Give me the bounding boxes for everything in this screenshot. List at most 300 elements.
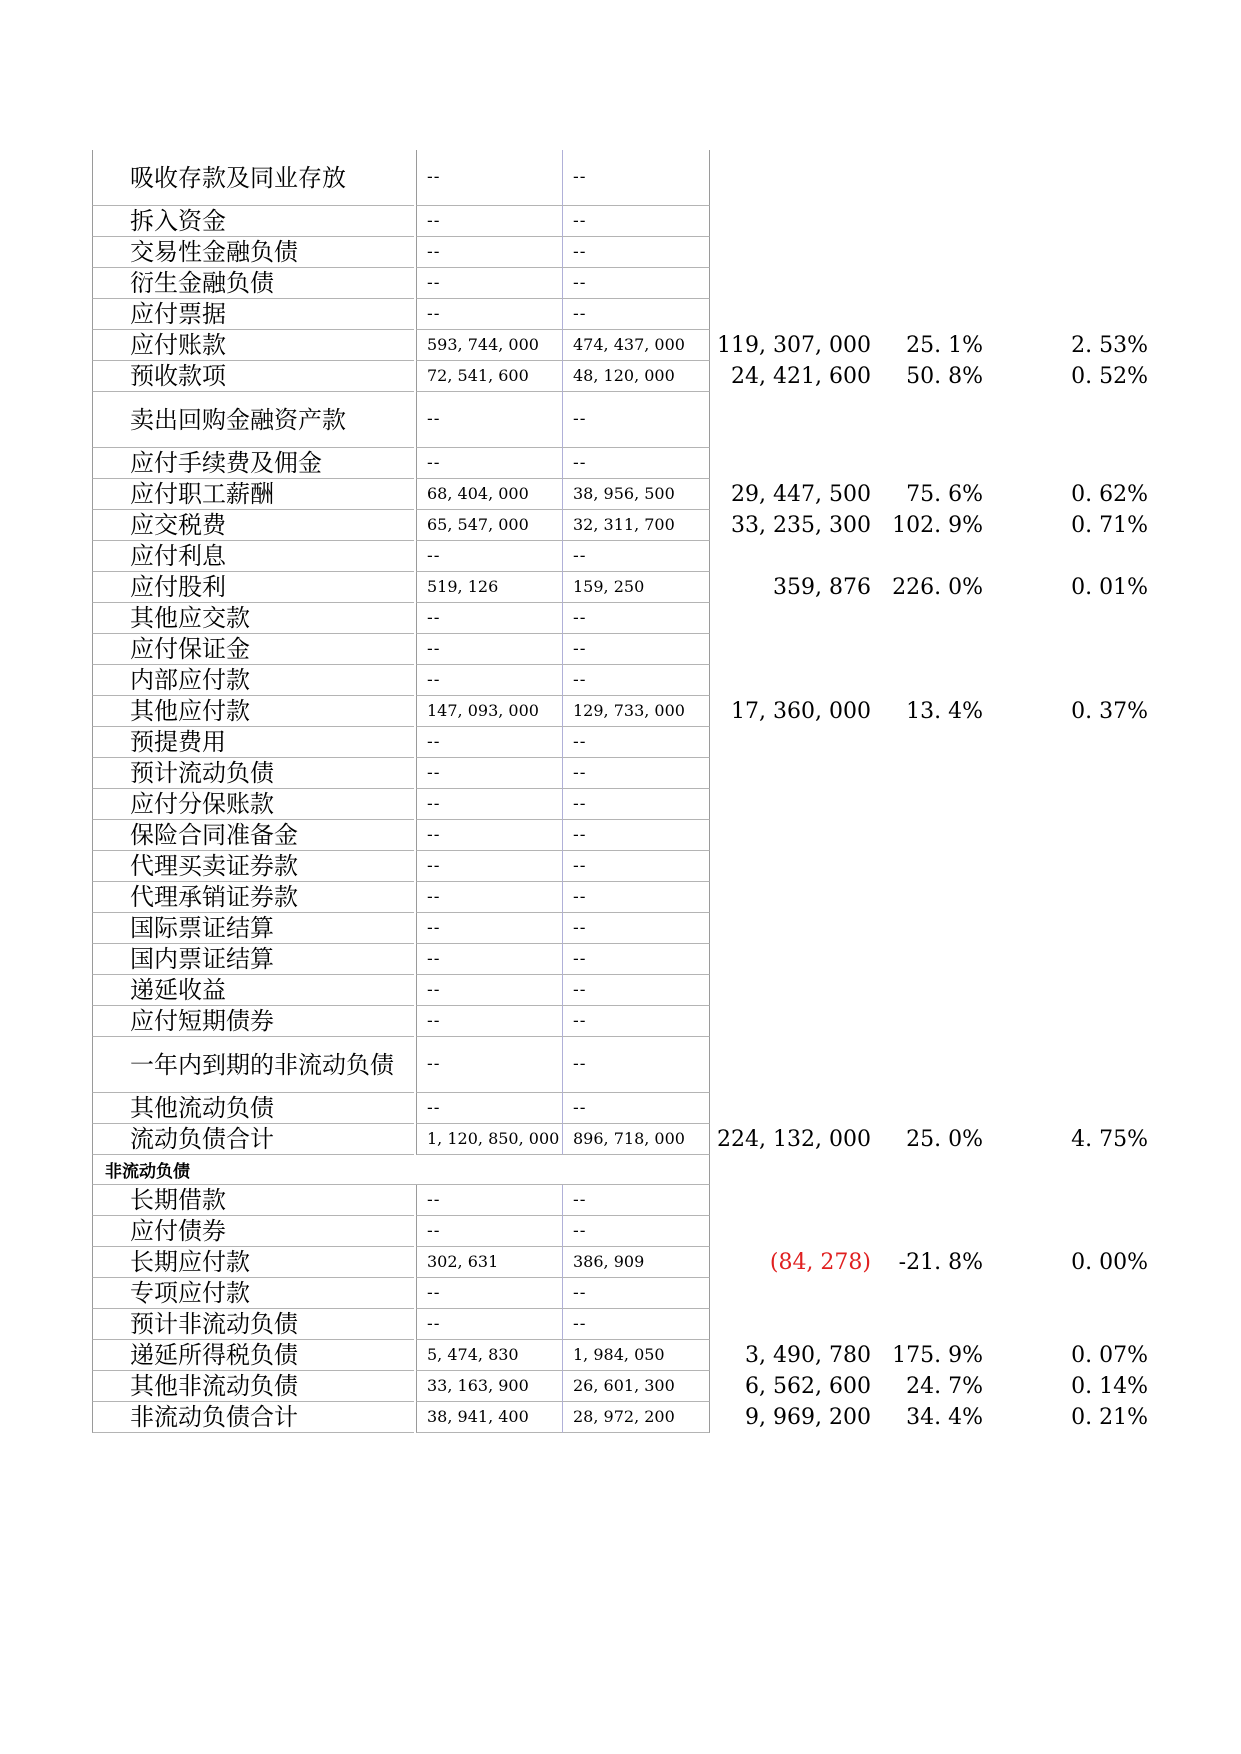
row-label [92,479,414,510]
prior-value-cell [562,572,710,603]
current-value-cell-text: 302, 631 [427,1252,499,1271]
current-value-cell [416,1185,562,1216]
prior-value-cell [562,1371,710,1402]
prior-value-cell [562,299,710,330]
current-value-cell [416,696,562,727]
row-label-text: 其他应交款 [130,604,250,632]
row-label [92,150,414,206]
row-label-text: 应付票据 [130,300,226,328]
table-row [0,727,1241,758]
row-label-text: 预收款项 [130,362,226,390]
row-label [92,1309,414,1340]
section-title: 非流动负债 [105,1162,190,1182]
prior-value-cell-text: -- [573,948,587,969]
current-value-cell [416,1093,562,1124]
row-label [92,330,414,361]
prior-value-cell-text: -- [573,1189,587,1210]
current-value-cell-text: -- [427,1097,441,1118]
table-row [0,1185,1241,1216]
current-value-cell-text: -- [427,948,441,969]
row-label-text: 应付职工薪酬 [130,480,274,508]
prior-value-cell-text: 159, 250 [573,577,645,596]
row-label-text: 应交税费 [130,511,226,539]
table-row [0,268,1241,299]
current-value-cell [416,268,562,299]
current-value-cell [416,510,562,541]
table-row [0,572,1241,603]
table-row [0,634,1241,665]
table-row [0,1247,1241,1278]
prior-value-cell-text: -- [573,607,587,628]
prior-value-cell-text: -- [573,409,587,429]
current-value-cell [416,330,562,361]
prior-value-cell-text: -- [573,452,587,473]
row-label [92,299,414,330]
change-percent: 25. 0% [906,1127,983,1152]
prior-value-cell [562,150,710,206]
row-label [92,1216,414,1247]
current-value-cell [416,541,562,572]
change-percent: 175. 9% [892,1343,983,1368]
row-label-text: 衍生金融负债 [130,269,274,297]
prior-value-cell [562,665,710,696]
row-label-text: 代理承销证券款 [130,883,298,911]
table-row [0,1309,1241,1340]
row-label [92,789,414,820]
current-value-cell-text: -- [427,1010,441,1031]
current-value-cell-text: -- [427,545,441,566]
share-of-total: 0. 14% [1071,1374,1148,1399]
prior-value-cell [562,944,710,975]
prior-value-cell-text: 1, 984, 050 [573,1345,665,1364]
row-label [92,727,414,758]
prior-value-cell [562,913,710,944]
current-value-cell [416,1309,562,1340]
current-value-cell [416,913,562,944]
change-percent: 24. 7% [906,1374,983,1399]
current-value-cell [416,1371,562,1402]
row-label [92,944,414,975]
change-amount: 17, 360, 000 [731,699,871,724]
row-label-text: 卖出回购金融资产款 [130,405,346,434]
prior-value-cell-text: -- [573,1313,587,1334]
prior-value-cell-text: 48, 120, 000 [573,366,675,385]
prior-value-cell [562,603,710,634]
table-row [0,150,1241,206]
prior-value-cell [562,1216,710,1247]
prior-value-cell [562,1006,710,1037]
current-value-cell-text: -- [427,1220,441,1241]
table-row [0,882,1241,913]
prior-value-cell [562,479,710,510]
table-row [0,361,1241,392]
current-value-cell-text: -- [427,167,441,187]
current-value-cell-text: 38, 941, 400 [427,1407,529,1426]
change-amount: 119, 307, 000 [717,333,871,358]
current-value-cell-text: 147, 093, 000 [427,701,539,720]
row-label-text: 应付账款 [130,331,226,359]
current-value-cell [416,603,562,634]
prior-value-cell-text: -- [573,1220,587,1241]
current-value-cell [416,944,562,975]
row-label-text: 应付利息 [130,542,226,570]
table-row [0,1093,1241,1124]
row-label [92,603,414,634]
current-value-cell [416,1037,562,1093]
row-label [92,268,414,299]
table-row [0,1402,1241,1433]
share-of-total: 0. 62% [1071,482,1148,507]
prior-value-cell [562,758,710,789]
current-value-cell-text: -- [427,917,441,938]
table-row [0,1340,1241,1371]
prior-value-cell-text: -- [573,241,587,262]
row-label [92,1006,414,1037]
current-value-cell [416,758,562,789]
row-label [92,541,414,572]
prior-value-cell [562,510,710,541]
prior-value-cell [562,882,710,913]
prior-value-cell [562,1124,710,1155]
current-value-cell [416,1278,562,1309]
row-label-text: 交易性金融负债 [130,238,298,266]
prior-value-cell [562,330,710,361]
current-value-cell-text: 1, 120, 850, 000 [427,1129,560,1148]
table-row [0,479,1241,510]
row-label [92,634,414,665]
current-value-cell [416,1247,562,1278]
row-label [92,1124,414,1155]
row-label [92,665,414,696]
prior-value-cell [562,1185,710,1216]
change-amount: 224, 132, 000 [717,1127,871,1152]
table-row [0,1006,1241,1037]
prior-value-cell-text: -- [573,638,587,659]
table-row [0,392,1241,448]
current-value-cell-text: 5, 474, 830 [427,1345,519,1364]
row-label-text: 流动负债合计 [130,1125,274,1153]
row-label [92,1340,414,1371]
current-value-cell [416,851,562,882]
change-amount: 33, 235, 300 [731,513,871,538]
share-of-total: 2. 53% [1071,333,1148,358]
row-label-text: 国际票证结算 [130,914,274,942]
section-row [0,1155,1241,1185]
row-label-text: 应付短期债券 [130,1007,274,1035]
row-label [92,882,414,913]
current-value-cell-text: -- [427,731,441,752]
prior-value-cell [562,448,710,479]
prior-value-cell-text: -- [573,793,587,814]
row-label-text: 长期借款 [130,1186,226,1214]
share-of-total: 0. 07% [1071,1343,1148,1368]
current-value-cell [416,665,562,696]
current-value-cell-text: -- [427,607,441,628]
row-label [92,820,414,851]
current-value-cell [416,448,562,479]
table-row [0,944,1241,975]
prior-value-cell [562,820,710,851]
table-row [0,206,1241,237]
prior-value-cell-text: 896, 718, 000 [573,1129,685,1148]
prior-value-cell-text: 129, 733, 000 [573,701,685,720]
prior-value-cell-text: 474, 437, 000 [573,335,685,354]
prior-value-cell-text: 26, 601, 300 [573,1376,675,1395]
prior-value-cell [562,851,710,882]
table-row [0,237,1241,268]
row-label [92,1093,414,1124]
change-amount: 9, 969, 200 [745,1405,871,1430]
row-label [92,1037,414,1093]
current-value-cell-text: -- [427,638,441,659]
current-value-cell-text: -- [427,979,441,1000]
prior-value-cell-text: -- [573,762,587,783]
share-of-total: 0. 52% [1071,364,1148,389]
change-percent: 34. 4% [906,1405,983,1430]
change-percent: 13. 4% [906,699,983,724]
section-header [92,1155,710,1185]
current-value-cell [416,975,562,1006]
prior-value-cell-text: 32, 311, 700 [573,515,675,534]
prior-value-cell-text: -- [573,167,587,187]
current-value-cell-text: -- [427,210,441,231]
row-label-text: 一年内到期的非流动负债 [130,1050,394,1079]
row-label-text: 保险合同准备金 [130,821,298,849]
share-of-total: 0. 71% [1071,513,1148,538]
current-value-cell [416,1124,562,1155]
row-label [92,448,414,479]
change-amount: 359, 876 [773,575,871,600]
table-row [0,1037,1241,1093]
prior-value-cell-text: -- [573,1010,587,1031]
current-value-cell-text: -- [427,452,441,473]
prior-value-cell-text: -- [573,545,587,566]
row-label-text: 预计流动负债 [130,759,274,787]
prior-value-cell [562,1037,710,1093]
current-value-cell [416,727,562,758]
row-label-text: 预计非流动负债 [130,1310,298,1338]
change-percent: -21. 8% [898,1250,983,1275]
current-value-cell-text: -- [427,1313,441,1334]
current-value-cell [416,882,562,913]
row-label-text: 应付保证金 [130,635,250,663]
row-label [92,510,414,541]
row-label [92,1371,414,1402]
current-value-cell-text: -- [427,409,441,429]
current-value-cell-text: -- [427,855,441,876]
row-label-text: 应付手续费及佣金 [130,449,322,477]
row-label-text: 拆入资金 [130,207,226,235]
share-of-total: 0. 01% [1071,575,1148,600]
row-label-text: 其他流动负债 [130,1094,274,1122]
change-percent: 75. 6% [906,482,983,507]
current-value-cell-text: -- [427,762,441,783]
prior-value-cell-text: -- [573,272,587,293]
row-label [92,975,414,1006]
current-value-cell [416,820,562,851]
table-row [0,603,1241,634]
current-value-cell [416,479,562,510]
table-row [0,510,1241,541]
prior-value-cell [562,392,710,448]
prior-value-cell [562,1247,710,1278]
share-of-total: 4. 75% [1071,1127,1148,1152]
row-label-text: 其他非流动负债 [130,1372,298,1400]
change-amount: (84, 278) [769,1250,871,1275]
prior-value-cell-text: -- [573,979,587,1000]
current-value-cell-text: -- [427,303,441,324]
change-amount: 6, 562, 600 [745,1374,871,1399]
table-row [0,541,1241,572]
row-label-text: 专项应付款 [130,1279,250,1307]
current-value-cell-text: -- [427,1282,441,1303]
prior-value-cell [562,361,710,392]
current-value-cell-text: -- [427,1189,441,1210]
current-value-cell-text: -- [427,272,441,293]
row-label [92,913,414,944]
prior-value-cell-text: -- [573,917,587,938]
row-label-text: 非流动负债合计 [130,1403,298,1431]
prior-value-cell [562,634,710,665]
change-amount: 29, 447, 500 [731,482,871,507]
prior-value-cell-text: -- [573,824,587,845]
share-of-total: 0. 00% [1071,1250,1148,1275]
current-value-cell-text: -- [427,1054,441,1074]
prior-value-cell [562,237,710,268]
prior-value-cell [562,1278,710,1309]
share-of-total: 0. 21% [1071,1405,1148,1430]
row-label-text: 代理买卖证券款 [130,852,298,880]
row-label [92,206,414,237]
row-label [92,572,414,603]
change-amount: 24, 421, 600 [731,364,871,389]
prior-value-cell [562,789,710,820]
table-row [0,789,1241,820]
change-percent: 25. 1% [906,333,983,358]
prior-value-cell [562,975,710,1006]
prior-value-cell [562,206,710,237]
table-row [0,913,1241,944]
prior-value-cell-text: -- [573,210,587,231]
current-value-cell [416,1402,562,1433]
current-value-cell-text: -- [427,824,441,845]
current-value-cell [416,150,562,206]
current-value-cell-text: -- [427,886,441,907]
prior-value-cell-text: -- [573,886,587,907]
row-label-text: 应付分保账款 [130,790,274,818]
current-value-cell-text: 68, 404, 000 [427,484,529,503]
change-percent: 102. 9% [892,513,983,538]
row-label [92,1402,414,1433]
current-value-cell [416,1006,562,1037]
prior-value-cell-text: -- [573,1282,587,1303]
row-label-text: 国内票证结算 [130,945,274,973]
current-value-cell [416,634,562,665]
prior-value-cell [562,1340,710,1371]
row-label-text: 预提费用 [130,728,226,756]
current-value-cell [416,392,562,448]
current-value-cell [416,572,562,603]
prior-value-cell-text: -- [573,731,587,752]
current-value-cell-text: 519, 126 [427,577,499,596]
row-label [92,392,414,448]
table-row [0,665,1241,696]
prior-value-cell [562,541,710,572]
row-label-text: 其他应付款 [130,697,250,725]
current-value-cell [416,789,562,820]
row-label-text: 应付债券 [130,1217,226,1245]
row-label [92,758,414,789]
table-row [0,1124,1241,1155]
current-value-cell-text: 33, 163, 900 [427,1376,529,1395]
row-label [92,851,414,882]
row-label [92,237,414,268]
current-value-cell [416,299,562,330]
prior-value-cell-text: 38, 956, 500 [573,484,675,503]
table-row [0,851,1241,882]
prior-value-cell-text: 386, 909 [573,1252,645,1271]
current-value-cell-text: -- [427,669,441,690]
row-label [92,361,414,392]
row-label [92,696,414,727]
current-value-cell-text: -- [427,793,441,814]
table-row [0,448,1241,479]
table-row [0,1371,1241,1402]
prior-value-cell [562,1309,710,1340]
change-percent: 226. 0% [892,575,983,600]
prior-value-cell-text: -- [573,303,587,324]
share-of-total: 0. 37% [1071,699,1148,724]
current-value-cell [416,237,562,268]
row-label-text: 长期应付款 [130,1248,250,1276]
row-label-text: 内部应付款 [130,666,250,694]
prior-value-cell-text: 28, 972, 200 [573,1407,675,1426]
table-row [0,1216,1241,1247]
table-row [0,299,1241,330]
row-label [92,1278,414,1309]
current-value-cell-text: 72, 541, 600 [427,366,529,385]
prior-value-cell-text: -- [573,669,587,690]
prior-value-cell [562,1402,710,1433]
current-value-cell [416,206,562,237]
table-row [0,696,1241,727]
prior-value-cell [562,727,710,758]
prior-value-cell [562,268,710,299]
table-row [0,820,1241,851]
table-row [0,758,1241,789]
current-value-cell [416,1340,562,1371]
row-label-text: 递延收益 [130,976,226,1004]
current-value-cell [416,361,562,392]
current-value-cell-text: 65, 547, 000 [427,515,529,534]
row-label-text: 吸收存款及同业存放 [130,163,346,192]
prior-value-cell-text: -- [573,1097,587,1118]
table-row [0,975,1241,1006]
row-label-text: 递延所得税负债 [130,1341,298,1369]
prior-value-cell [562,1093,710,1124]
change-amount: 3, 490, 780 [745,1343,871,1368]
row-label-text: 应付股利 [130,573,226,601]
row-label [92,1185,414,1216]
change-percent: 50. 8% [906,364,983,389]
table-row [0,1278,1241,1309]
prior-value-cell [562,696,710,727]
prior-value-cell-text: -- [573,855,587,876]
current-value-cell-text: -- [427,241,441,262]
table-row [0,330,1241,361]
current-value-cell-text: 593, 744, 000 [427,335,539,354]
prior-value-cell-text: -- [573,1054,587,1074]
